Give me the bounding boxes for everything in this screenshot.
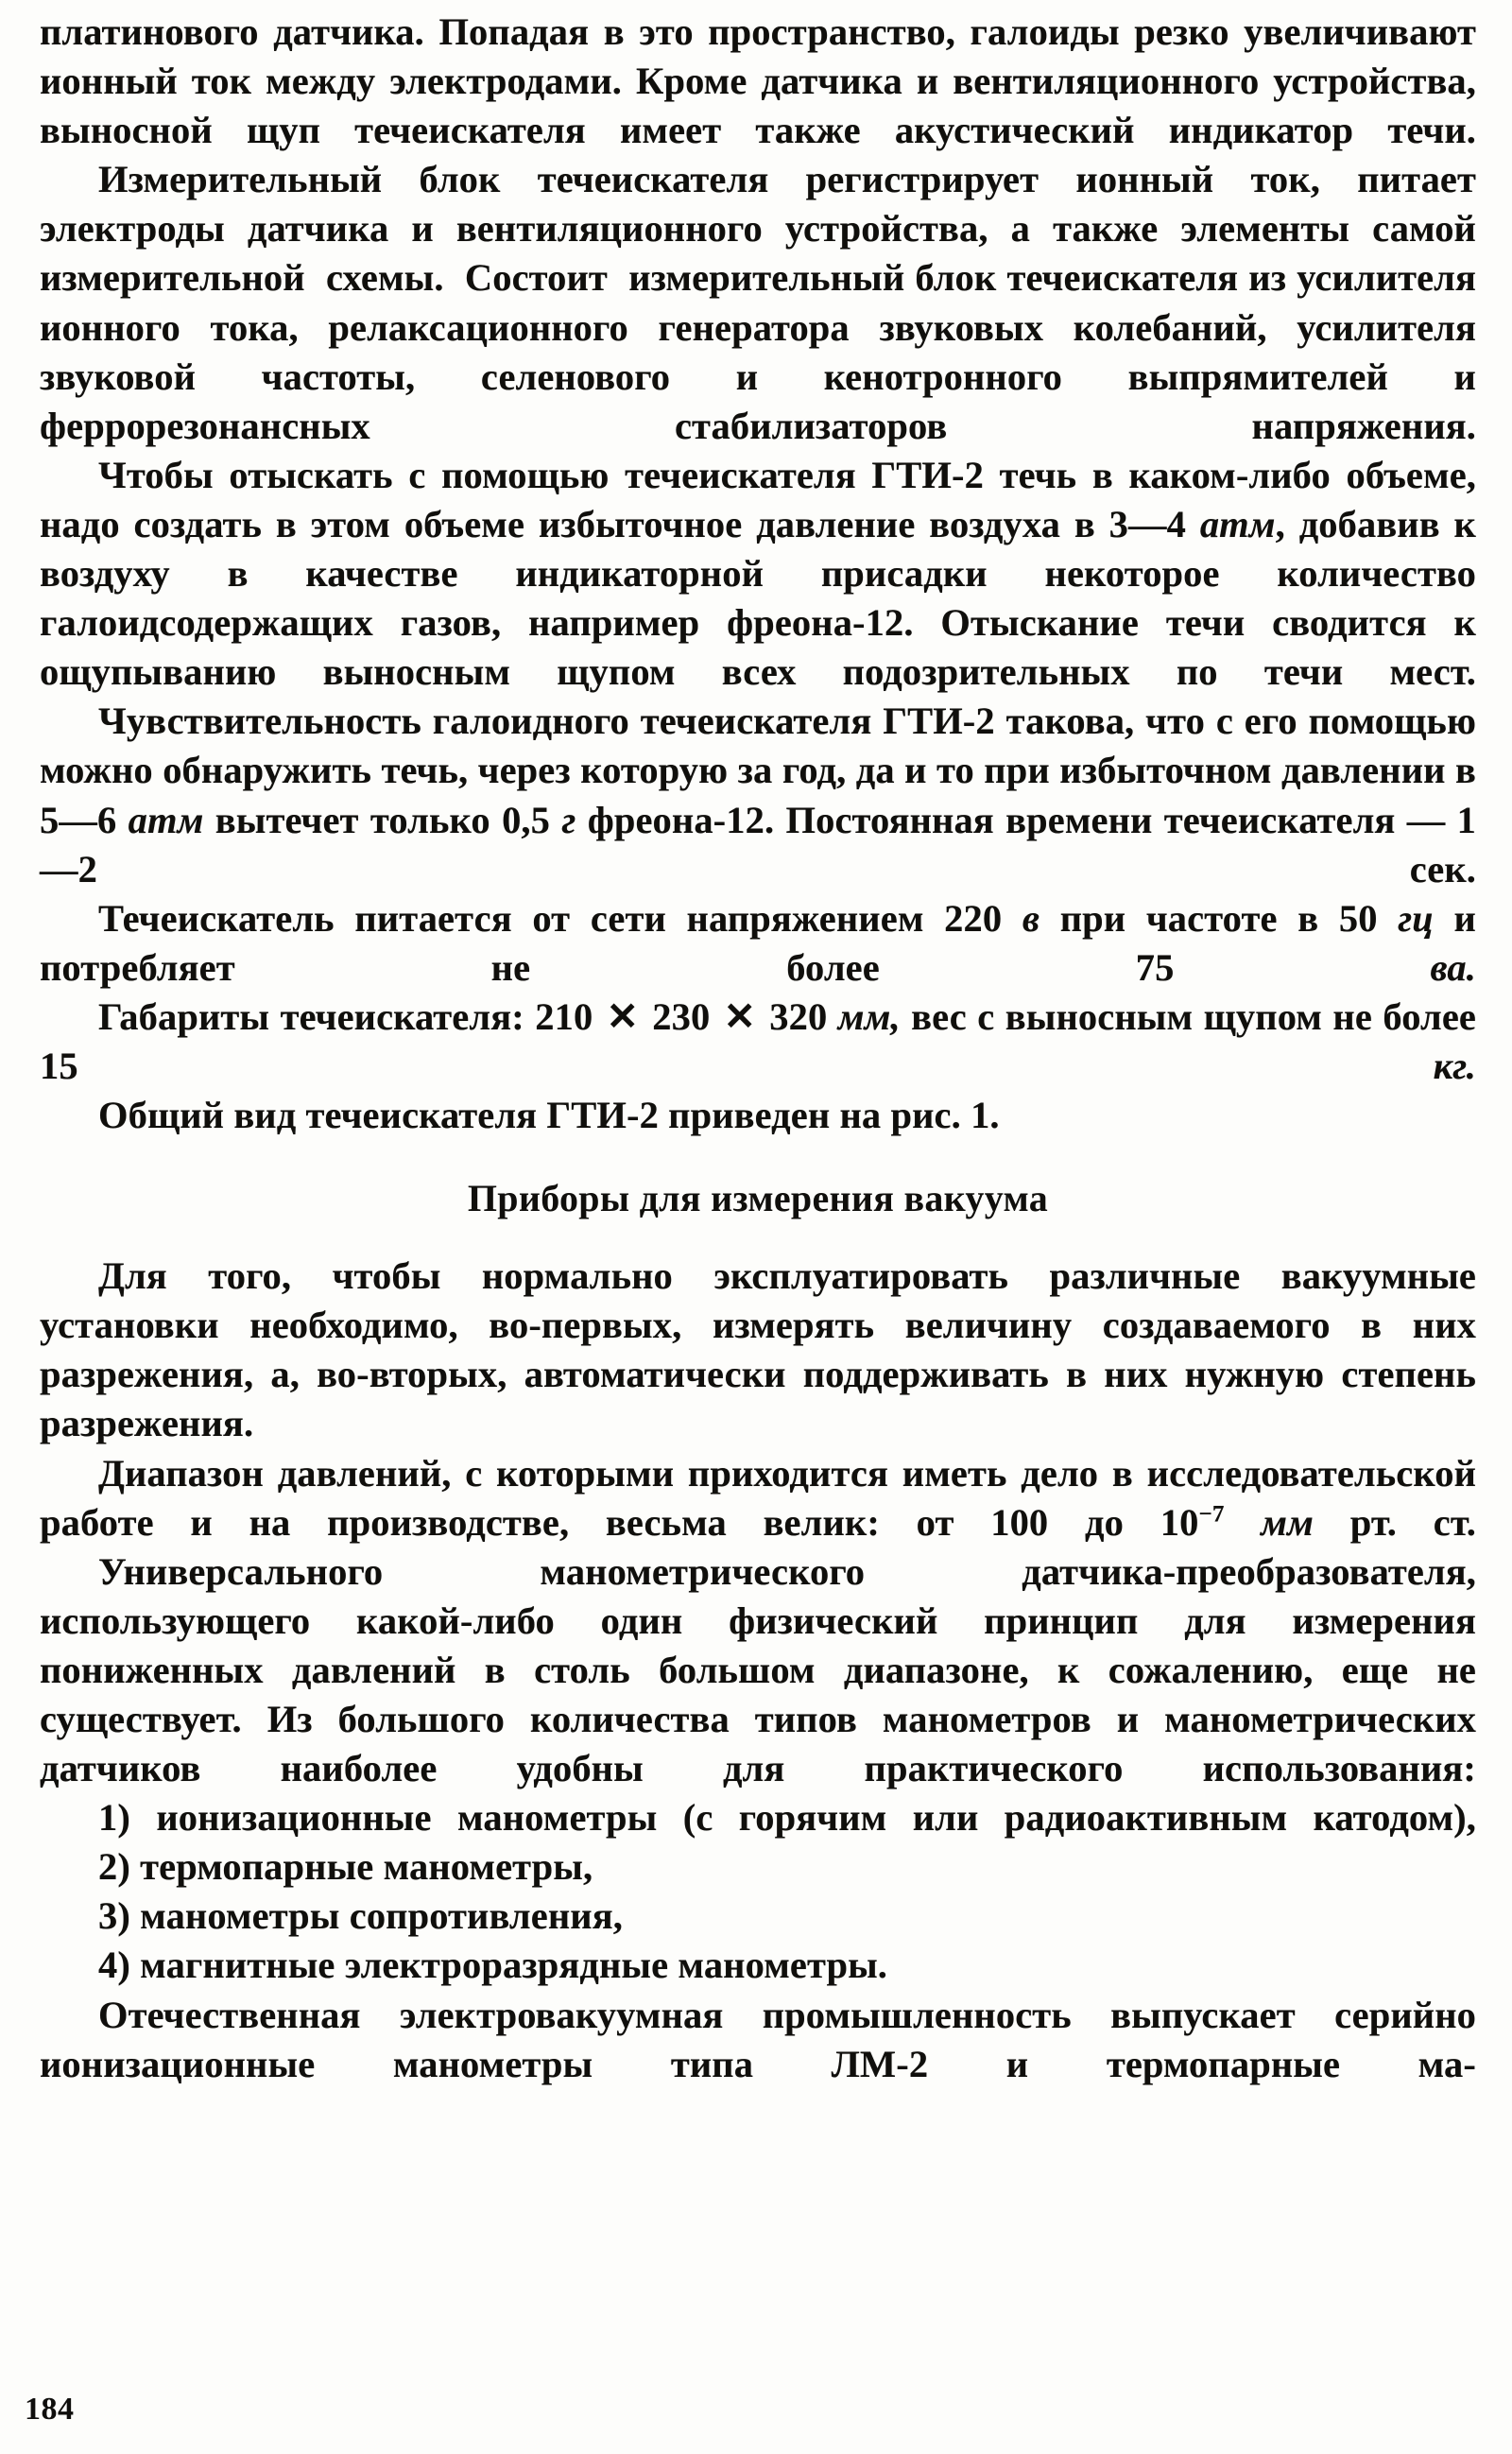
list-item: 1) ионизационные манометры (с горячим или радиоактивным катодом), — [98, 1796, 1476, 1840]
page-number: 184 — [25, 2392, 75, 2427]
paragraph-7: Общий вид течеискателя ГТИ-2 приведен на рис. 1. — [98, 1094, 1000, 1137]
paragraph-2: Измерительный блок течеискателя регистрирует ионный ток, питает электроды датчика и вентиляционного устройства, а также элементы самой измерительной схемы. Состоит измерительный блок течеискателя из усилителя ионного тока, релаксационного генератора звуковых колебаний, усилителя звуковой частоты, селенового и кенотронного выпрямителей и феррорезонансных стабилизаторов напряжения. — [40, 158, 1476, 447]
paragraph-1: платинового датчика. Попадая в это пространство, галоиды резко увеличивают ионный ток между электродами. Кроме датчика и вентиляционного устройства, выносной щуп течеискателя имеет также акустический индикатор течи. — [40, 10, 1476, 152]
paragraph-10: Универсального манометрического датчика-преобразователя, использующего какой-либо один физический принцип для измерения пониженных давлений в столь большом диапазоне, к сожалению, еще не существует. Из большого количества типов манометров и манометрических датчиков наиболее удобны для практического использования: — [40, 1549, 1476, 1790]
paragraph-6: Габариты течеискателя: 210 ✕ 230 ✕ 320 мм, вес с выносным щупом не более 15 кг. — [40, 994, 1477, 1087]
paragraph-4: Чувствительность галоидного течеискателя ГТИ-2 такова, что с его помощью можно обнаружить течь, через которую за год, да и то при избыточном давлении в 5—6 атм вытечет только 0,5 г фреона-12. Постоянная времени течеискателя — 1—2 сек. — [40, 700, 1477, 890]
paragraph-5: Течеискатель питается от сети напряжением 220 в при частоте в 50 гц и потребляет не более 75 ва. — [40, 896, 1476, 989]
section-heading: Приборы для измерения вакуума — [467, 1177, 1049, 1220]
paragraph-8: Для того, чтобы нормально эксплуатировать различные вакуумные установки необходимо, во-первых, измерять величину создаваемого в них разрежения, а, во-вторых, автоматически поддерживать в них нужную степень разрежения. — [40, 1254, 1476, 1445]
list-item: 2) термопарные манометры, — [98, 1845, 593, 1889]
list-item: 3) манометры сопротивления, — [98, 1894, 623, 1938]
paragraph-9: Диапазон давлений, с которыми приходится иметь дело в исследовательской работе и на производстве, весьма велик: от 100 до $10^{-7}$ мм рт. ст. — [40, 1451, 1477, 1544]
paragraph-3: Чтобы отыскать с помощью течеискателя ГТИ-2 течь в каком-либо объеме, надо создать в этом объеме избыточное давление воздуха в 3—4 атм, добавив к воздуху в качестве индикаторной присадки некоторое количество галоидсодержащих газов, например фреона-12. Отыскание течи сводится к ощупыванию выносным щупом всех подозрительных по течи мест. — [40, 453, 1476, 694]
spacer — [40, 1223, 1476, 1252]
spacer — [40, 1140, 1476, 1174]
page-content — [40, 8, 1476, 2089]
paragraph-11: Отечественная электровакуумная промышленность выпускает серийно ионизационные манометры типа ЛМ-2 и термопарные ма- — [40, 1993, 1476, 2085]
list-item: 4) магнитные электроразрядные манометры. — [98, 1944, 888, 1987]
